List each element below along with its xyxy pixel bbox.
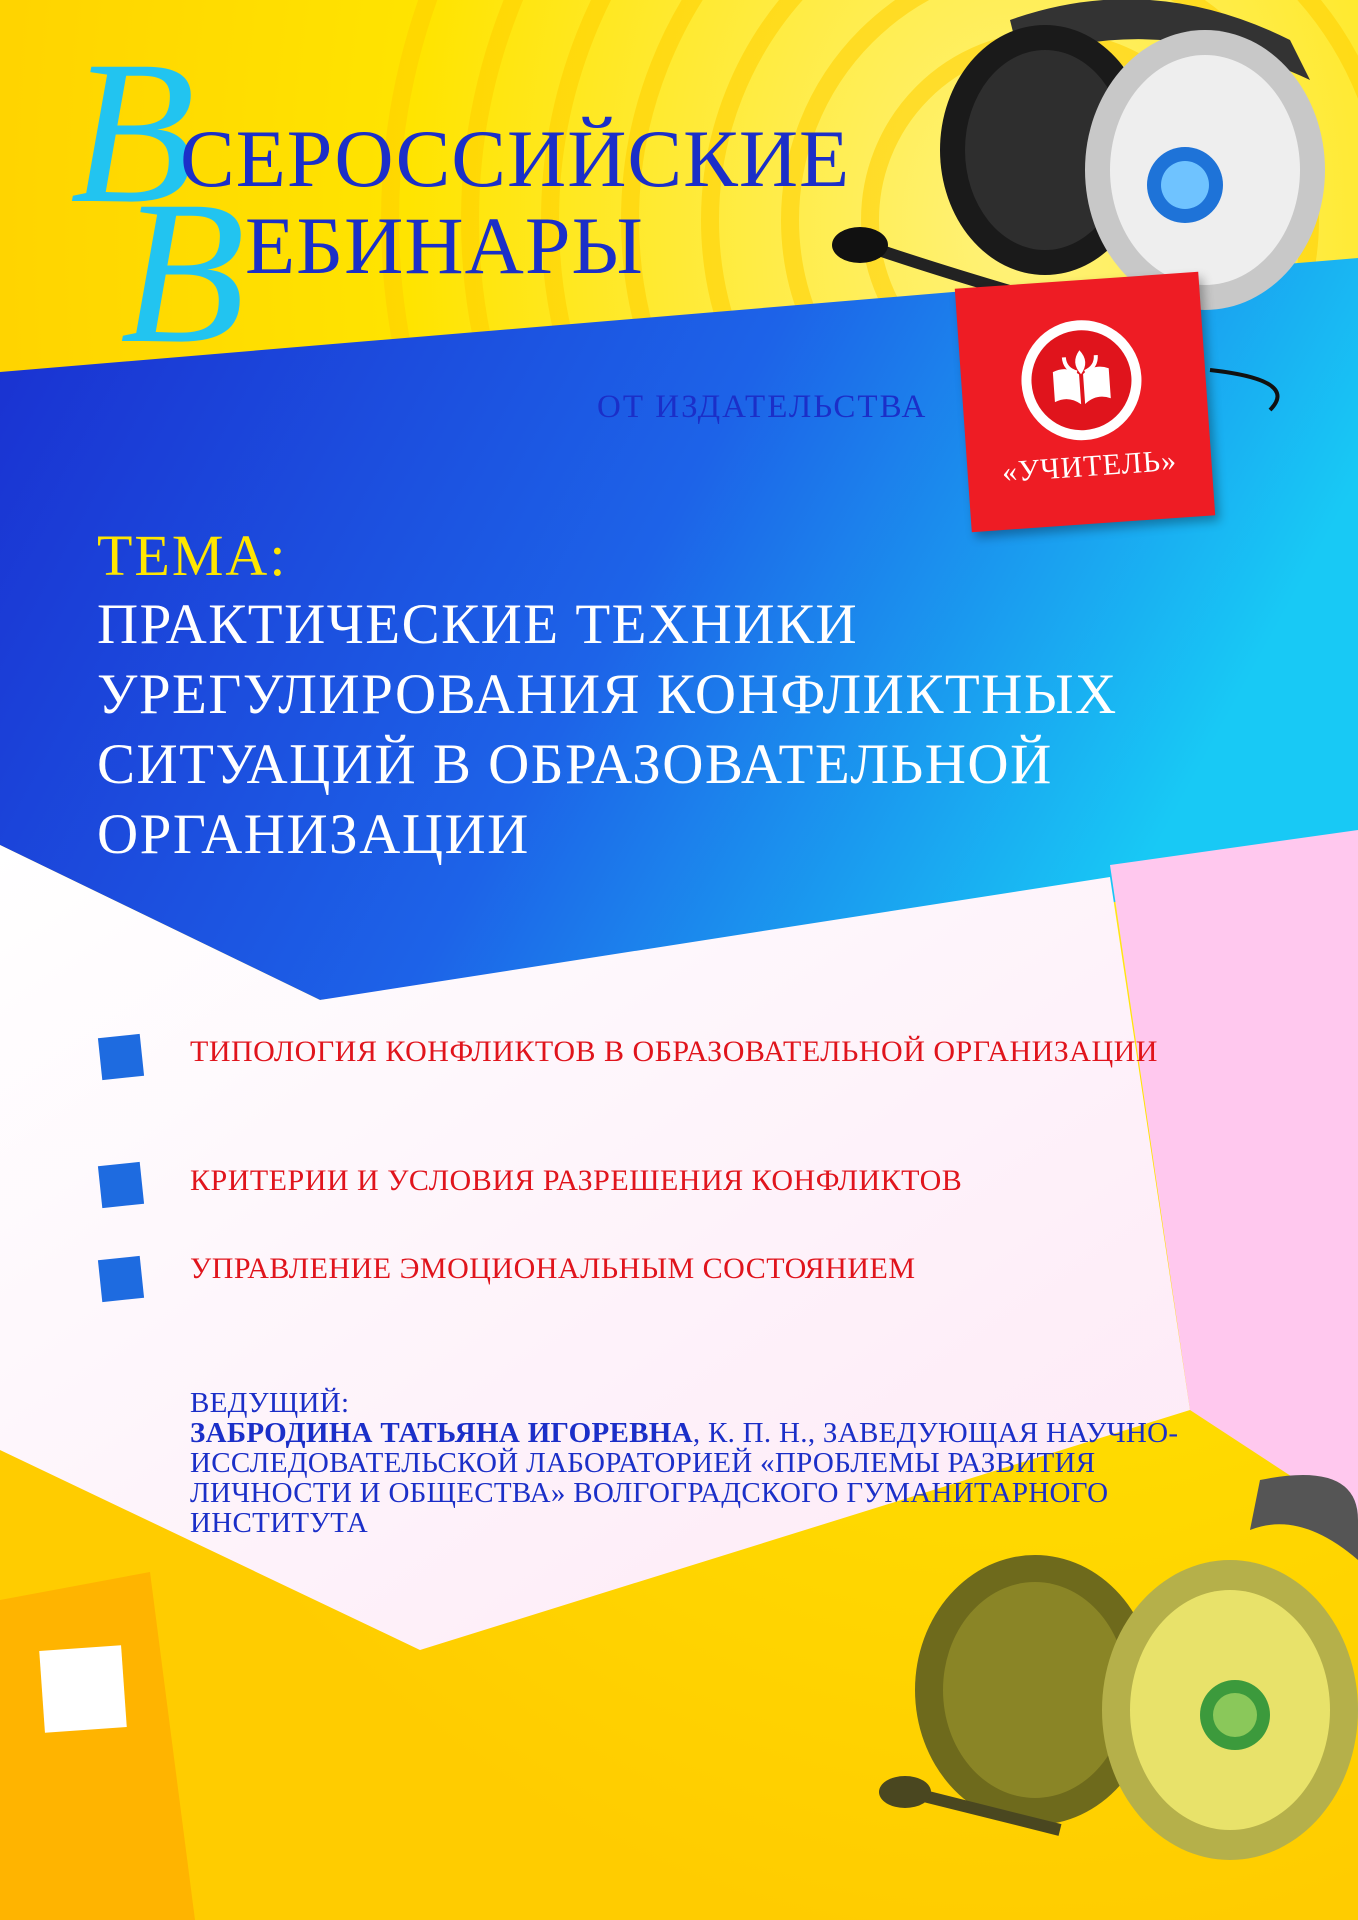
publisher-text: ОТ ИЗДАТЕЛЬСТВА — [597, 389, 928, 425]
bullet-square-icon — [98, 1162, 144, 1208]
list-item: КРИТЕРИИ И УСЛОВИЯ РАЗРЕШЕНИЯ КОНФЛИКТОВ — [190, 1164, 963, 1197]
host-block — [190, 1388, 1250, 1538]
list-item: УПРАВЛЕНИЕ ЭМОЦИОНАЛЬНЫМ СОСТОЯНИЕМ — [190, 1252, 916, 1285]
host-info — [190, 1418, 1250, 1538]
book-icon — [1028, 327, 1135, 434]
bullet-square-icon — [98, 1256, 144, 1302]
decorative-square — [39, 1645, 127, 1733]
publisher-logo — [955, 272, 1215, 532]
logo-emblem — [1017, 316, 1145, 444]
host-name: ЗАБРОДИНА ТАТЬЯНА ИГОРЕВНА — [190, 1417, 693, 1449]
host-label: ВЕДУЩИЙ: — [190, 1387, 350, 1419]
title-initial-1: В — [70, 19, 196, 246]
title-line-2 — [245, 200, 644, 291]
logo-text: «УЧИТЕЛЬ» — [1000, 443, 1179, 489]
topic-label: ТЕМА: — [97, 523, 288, 588]
topic-title: ПРАКТИЧЕСКИЕ ТЕХНИКИ УРЕГУЛИРОВАНИЯ КОНФЛИКТНЫХ СИТУАЦИЙ В ОБРАЗОВАТЕЛЬНОЙ ОРГАНИЗАЦИИ — [97, 593, 1118, 866]
title-rest-1: СЕРОССИЙСКИЕ — [180, 113, 851, 204]
list-item: ТИПОЛОГИЯ КОНФЛИКТОВ В ОБРАЗОВАТЕЛЬНОЙ ОРГАНИЗАЦИИ — [190, 1035, 1158, 1068]
title-initial-2: В — [120, 159, 246, 386]
host-details: , К. П. Н., ЗАВЕДУЮЩАЯ НАУЧНО-ИССЛЕДОВАТЕЛЬСКОЙ ЛАБОРАТОРИЕЙ «ПРОБЛЕМЫ РАЗВИТИЯ ЛИЧНОСТИ И ОБЩЕСТВА» ВОЛГОГРАДСКОГО ГУМАНИТАРНОГО ИНСТИТУТА — [190, 1417, 1179, 1539]
title-rest-2: ЕБИНАРЫ — [245, 200, 644, 291]
bullet-square-icon — [98, 1034, 144, 1080]
title-line-1 — [180, 113, 851, 204]
